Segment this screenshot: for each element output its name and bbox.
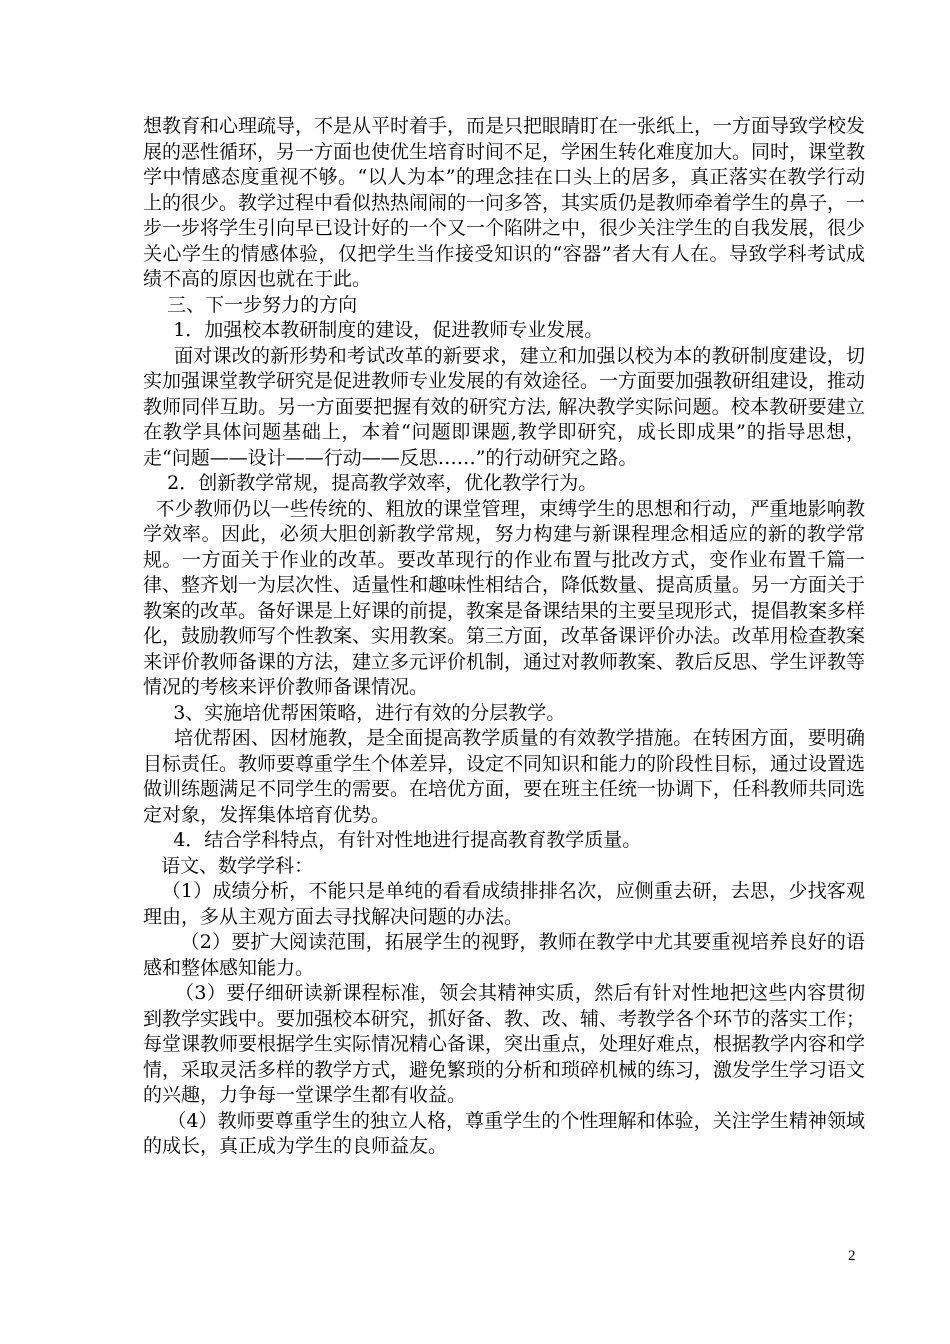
list-item-1: （1）成绩分析，不能只是单纯的看看成绩排排名次，应侧重去研，去思，少找客观理由，多从主观方面去寻找解决问题的办法。 bbox=[143, 880, 865, 928]
body-text bbox=[143, 114, 865, 1160]
list-item-2: （2）要扩大阅读范围，拓展学生的视野，教师在教学中尤其要重视培养良好的语感和整体感知能力。 bbox=[143, 931, 865, 979]
section-heading-3: 三、下一步努力的方向 bbox=[143, 293, 358, 316]
paragraph-1: 想教育和心理疏导，不是从平时着手，而是只把眼睛盯在一张纸上，一方面导致学校发展的恶性循环，另一方面也使优生培育时间不足，学困生转化难度加大。同时，课堂教学中情感态度重视不够。“以人为本”的理念挂在口头上的居多，真正落实在教学行动上的很少。教学过程中看似热热闹闹的一问多答，其实质仍是教师牵着学生的鼻子，一步一步将学生引向早已设计好的一个又一个陷阱之中，很少关注学生的自我发展，很少关心学生的情感体验，仅把学生当作接受知识的“容器”者大有人在。导致学科考试成绩不高的原因也就在于此。 bbox=[143, 115, 866, 290]
paragraph-2: 面对课改的新形势和考试改革的新要求，建立和加强以校为本的教研制度建设，切实加强课堂教学研究是促进教师专业发展的有效途径。一方面要加强教研组建设，推动教师同伴互助。另一方面要把握有效的研究方法, 解决教学实际问题。校本教研要建立在教学具体问题基础上，本着“问题即课题,教学即研究，成长即成果”的指导思想，走“问题——设计——行动——反思……”的行动研究之路。 bbox=[143, 344, 866, 469]
page-number: 2 bbox=[848, 1248, 856, 1264]
paragraph-3: 不少教师仍以一些传统的、粗放的课堂管理，束缚学生的思想和行动，严重地影响教学效率。因此，必须大胆创新教学常规，努力构建与新课程理念相适应的新的教学常规。一方面关于作业的改革。要改革现行的作业布置与批改方式，变作业布置千篇一律、整齐划一为层次性、适量性和趣味性相结合，降低数量、提高质量。另一方面关于教案的改革。备好课是上好课的前提，教案是备课结果的主要呈现形式，提倡教案多样化，鼓励教师写个性教案、实用教案。第三方面，改革备课评价办法。改革用检查教案来评价教师备课的方法，建立多元评价机制，通过对教师教案、教后反思、学生评教等情况的考核来评价教师备课情况。 bbox=[143, 497, 866, 698]
paragraph-4: 培优帮困、因材施教，是全面提高教学质量的有效教学措施。在转困方面，要明确目标责任。教师要尊重学生个体差异，设定不同知识和能力的阶段性目标，通过设置选做训练题满足不同学生的需要。在培优方面，要在班主任统一协调下，任科教师共同选定对象，发挥集体培育优势。 bbox=[143, 727, 866, 826]
list-item-4: （4）教师要尊重学生的独立人格，尊重学生的个性理解和体验，关注学生精神领域的成长，真正成为学生的良师益友。 bbox=[143, 1109, 865, 1157]
list-item-3: （3）要仔细研读新课程标准，领会其精神实质，然后有针对性地把这些内容贯彻到教学实践中。要加强校本研究，抓好备、教、改、辅、考教学各个环节的落实工作；每堂课教师要根据学生实际情况精心备课，突出重点，处理好难点，根据教学内容和学情，采取灵活多样的教学方式，避免繁琐的分析和琐碎机械的练习，激发学生学习语文的兴趣，力争每一堂课学生都有收益。 bbox=[143, 982, 866, 1106]
subheading-4: 4．结合学科特点，有针对性地进行提高教育教学质量。 bbox=[143, 829, 642, 851]
subheading-1: 1．加强校本教研制度的建设，促进教师专业发展。 bbox=[143, 319, 604, 341]
subheading-3: 3、实施培优帮困策略，进行有效的分层教学。 bbox=[143, 701, 566, 724]
subheading-2: 2．创新教学常规，提高教学效率，优化教学行为。 bbox=[143, 472, 598, 494]
subject-label: 语文、数学学科： bbox=[143, 854, 314, 877]
